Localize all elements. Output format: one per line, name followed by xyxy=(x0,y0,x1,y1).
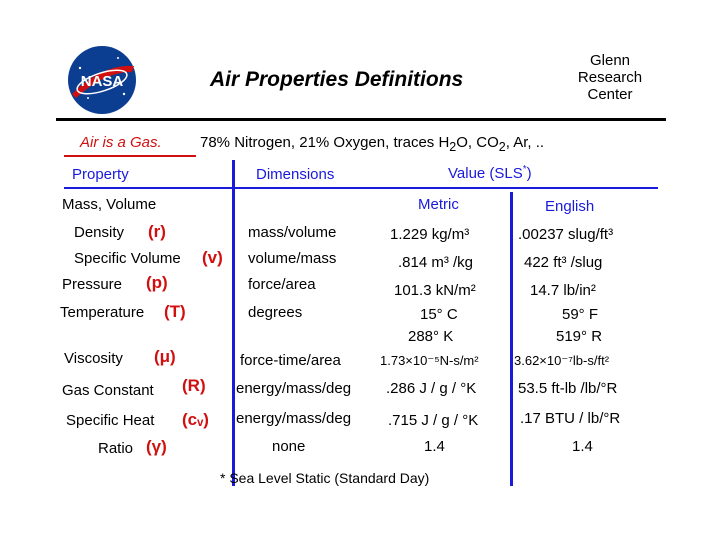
row-ratio-property: Ratio xyxy=(98,440,134,457)
center-name xyxy=(562,52,658,103)
row-pressure-property: Pressure xyxy=(62,276,123,293)
header-underline xyxy=(64,187,658,189)
row-ratio-metric: 1.4 xyxy=(424,438,445,455)
header-property: Property xyxy=(72,166,129,183)
row-gas-constant-property: Gas Constant xyxy=(62,382,154,399)
row-temperature-metric-c: 15° C xyxy=(420,306,458,323)
group-label-mass-volume: Mass, Volume xyxy=(62,196,157,213)
row-viscosity-english: 3.62×10⁻⁷lb-s/ft² xyxy=(514,353,610,368)
air-composition: 78% Nitrogen, 21% Oxygen, traces $H_2O$, $CO_2$, Ar, .. xyxy=(200,134,545,154)
air-is-gas-underline xyxy=(64,155,196,157)
air-is-gas-label: Air is a Gas. xyxy=(80,134,162,151)
row-spec-volume-metric: .814 m³ /kg xyxy=(398,254,474,271)
footnote-sls: * Sea Level Static (Standard Day) xyxy=(220,470,430,486)
row-ratio-english: 1.4 xyxy=(572,438,593,455)
row-temperature-english-r: 519° R xyxy=(556,328,603,345)
header-metric: Metric xyxy=(418,196,459,213)
row-temperature-metric-k: 288° K xyxy=(408,328,454,345)
row-temperature-symbol: (T) xyxy=(164,302,186,321)
row-specific-heat-property: Specific Heat xyxy=(66,412,155,429)
row-spec-volume-property: Specific Volume xyxy=(74,250,181,267)
row-pressure-metric: 101.3 kN/m² xyxy=(394,282,476,299)
row-specific-heat-dimensions: energy/mass/deg xyxy=(236,410,352,427)
row-ratio-symbol: (γ) xyxy=(146,437,167,456)
row-spec-volume-symbol: (v) xyxy=(202,248,223,267)
svg-text:NASA: NASA xyxy=(80,73,124,90)
row-specific-heat-symbol: (cᵥ) xyxy=(182,410,209,429)
row-temperature-dimensions: degrees xyxy=(248,304,303,321)
row-density-property: Density xyxy=(74,224,125,241)
nasa-logo xyxy=(66,44,138,116)
row-density-metric: 1.229 kg/m³ xyxy=(390,226,470,243)
row-density-symbol: (r) xyxy=(148,222,166,241)
row-specific-heat-metric: .715 J / g / °K xyxy=(388,412,479,429)
row-viscosity-symbol: (μ) xyxy=(154,347,176,366)
row-gas-constant-english: 53.5 ft-lb /lb/°R xyxy=(518,380,618,397)
row-viscosity-metric: 1.73×10⁻⁵N-s/m² xyxy=(380,353,479,368)
row-pressure-symbol: (p) xyxy=(146,273,168,292)
column-divider-2 xyxy=(510,192,513,486)
row-pressure-dimensions: force/area xyxy=(248,276,316,293)
page-title: Air Properties Definitions xyxy=(210,68,464,91)
row-gas-constant-symbol: (R) xyxy=(182,376,206,395)
row-gas-constant-metric: .286 J / g / °K xyxy=(386,380,477,397)
row-temperature-property: Temperature xyxy=(60,304,145,321)
row-spec-volume-dimensions: volume/mass xyxy=(248,250,337,267)
center-name-text: Glenn Research Center xyxy=(577,52,643,103)
row-specific-heat-english: .17 BTU / lb/°R xyxy=(520,410,621,427)
row-spec-volume-english: 422 ft³ /slug xyxy=(524,254,603,271)
column-divider-1 xyxy=(232,160,235,486)
row-density-dimensions: mass/volume xyxy=(248,224,337,241)
row-ratio-dimensions: none xyxy=(272,438,306,455)
row-viscosity-dimensions: force-time/area xyxy=(240,352,341,369)
row-gas-constant-dimensions: energy/mass/deg xyxy=(236,380,352,397)
row-density-english: .00237 slug/ft³ xyxy=(518,226,614,243)
row-temperature-english-f: 59° F xyxy=(562,306,599,323)
title-divider xyxy=(56,118,666,121)
row-viscosity-property: Viscosity xyxy=(64,350,123,367)
header-value: Value (SLS*) xyxy=(448,164,532,182)
header-english: English xyxy=(545,198,595,215)
row-pressure-english: 14.7 lb/in² xyxy=(530,282,596,299)
header-dimensions: Dimensions xyxy=(256,166,335,183)
